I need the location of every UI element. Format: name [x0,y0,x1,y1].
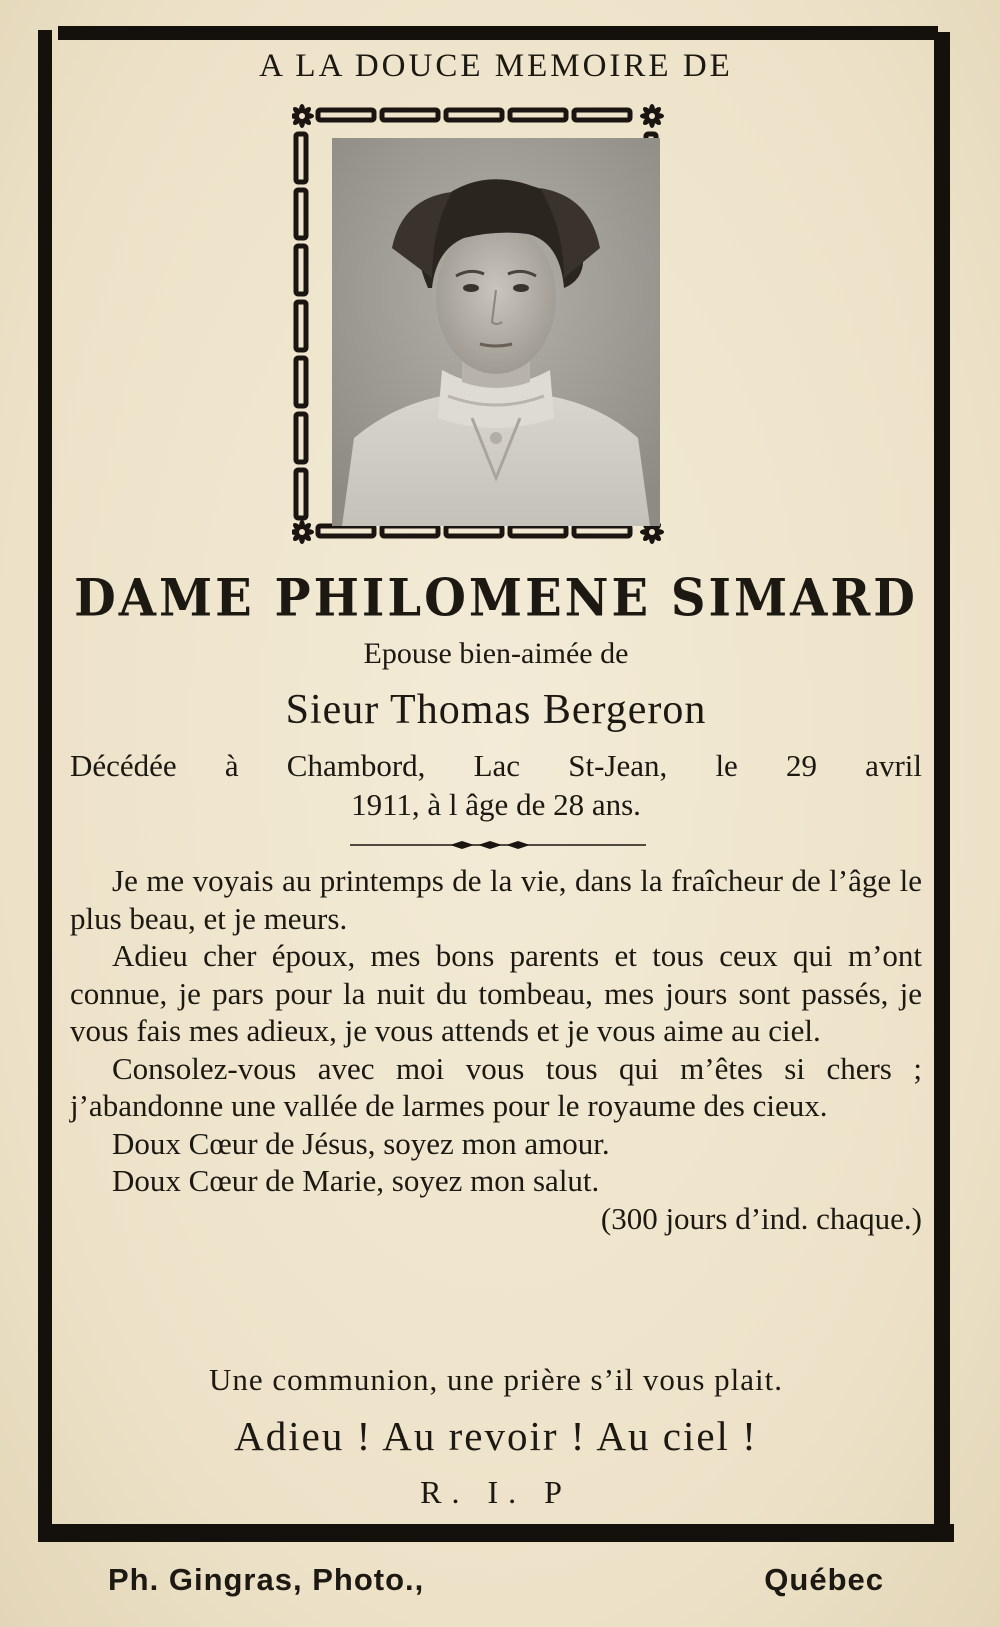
rip-initials: R. I. P [420,1474,572,1510]
deceased-name: DAME PHILOMENE SIMARD [74,567,918,629]
death-details-line2: 1911, à l âge de 28 ans. [351,787,641,822]
card-heading: A LA DOUCE MEMOIRE DE [259,48,733,84]
spouse-subtitle: Epouse bien-aimée de [363,637,629,670]
mourning-border-top [58,26,938,40]
indulgence-note: (300 jours d’ind. chaque.) [600,1200,922,1236]
farewell-text [70,862,922,1237]
ornamental-divider [350,840,646,850]
portrait-photo [332,138,660,526]
adieu-line: Adieu ! Au revoir ! Au ciel ! [234,1413,758,1459]
death-details-line1: Décédée à Chambord, Lac St-Jean, le 29 avril [70,748,922,783]
mourning-border-right [934,32,950,1540]
prayer-marie: Doux Cœur de Marie, soyez mon salut. [112,1163,600,1198]
communion-request: Une communion, une prière s’il vous plait. [208,1362,784,1397]
paragraph-3: Consolez-vous avec moi vous tous qui m’êtes si chers ; j’abandonne une vallée de larmes pour le royaume des cieux. [70,1050,922,1123]
portrait-figure-icon [332,138,660,526]
paragraph-1: Je me voyais au printemps de la vie, dans la fraîcheur de l’âge le plus beau, et je meurs. [70,863,922,936]
prayer-jesus: Doux Cœur de Jésus, soyez mon amour. [112,1125,610,1161]
paragraph-2: Adieu cher époux, mes bons parents et tous ceux qui m’ont connue, je pars pour la nuit du tombeau, mes jours sont passés, je vous fais mes adieux, je vous attends et je vous aime au ciel. [70,938,922,1048]
mourning-border-left [38,30,52,1540]
photographer-city: Québec [764,1562,884,1597]
mourning-border-bottom [38,1524,954,1542]
photographer-credit: Ph. Gingras, Photo., [108,1562,425,1597]
husband-name: Sieur Thomas Bergeron [285,687,707,733]
